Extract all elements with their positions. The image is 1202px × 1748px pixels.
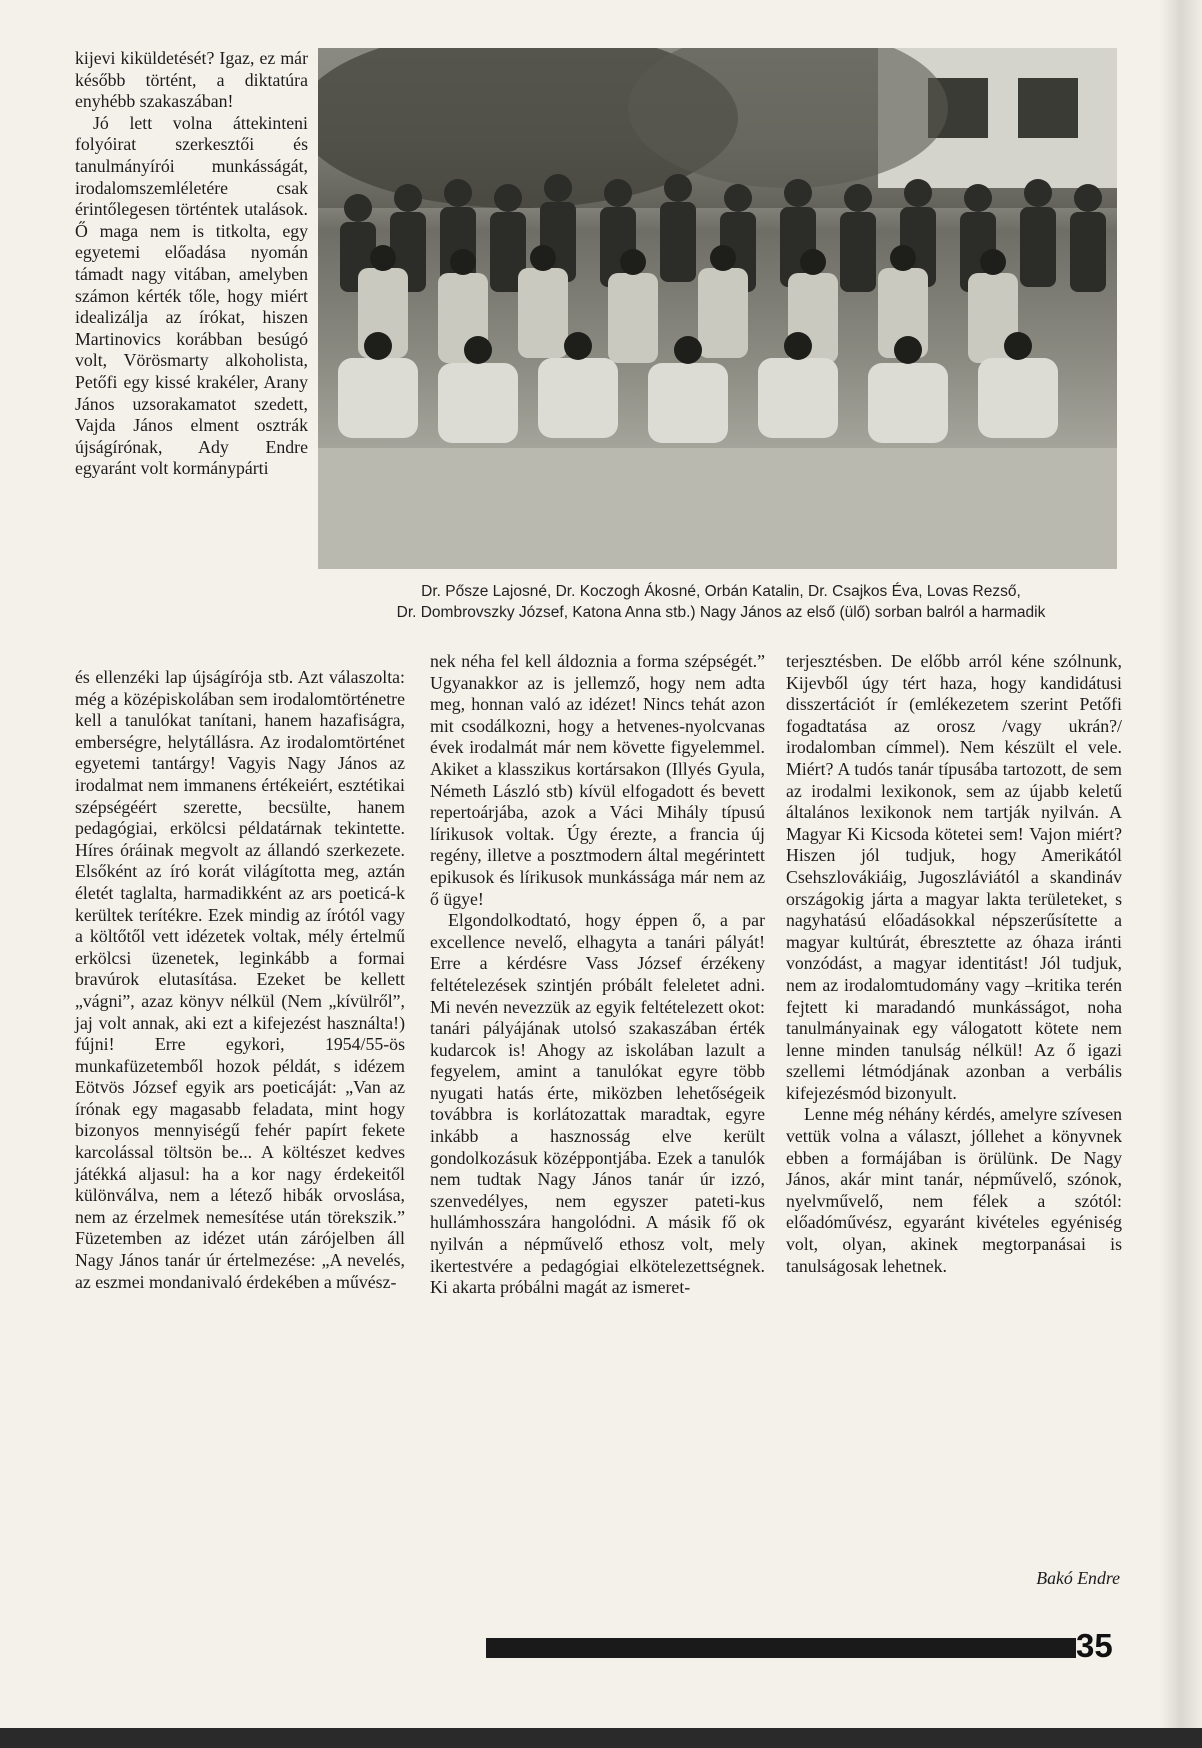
paragraph: Lenne még néhány kérdés, amelyre szívesen vettük volna a választ, jóllehet a könyvnek ebben a formájában is örülünk. De Nagy János, akár mint tanár, népművelő, szónok, nyelvművelő, nem félek a szótól: előadóművész, egyaránt kivételes egyéniség volt, olyan, akinek megtorpanásai is tanulságosak lehetnek. — [786, 1104, 1122, 1276]
caption-line: Dr. Dombrovszky József, Katona Anna stb.) Nagy János az első (ülő) sorban balról a harmadik — [396, 604, 1046, 621]
scan-bottom-edge — [0, 1728, 1202, 1748]
paragraph: és ellenzéki lap újságírója stb. Azt válaszolta: még a középiskolában sem irodalomtörténetre kell a tanulókat tanítani, hanem hazafiságra, emberségre, helytállásra. Az irodalomtörténet egyetemi tantárgy! Vagyis Nagy János az irodalmat nem immanens értékeiért, esztétikai szépségéért szerette, becsülte, hanem pedagógiai, erkölcsi példatárnak tekintette. Híres óráinak megvolt az állandó szerkezete. Elsőként az író korát világította meg, aztán életét taglalta, harmadikként az ars poeticá-k kerültek terítékre. Ezek mindig az írótól vagy a költőtől vett idézetek voltak, mély értelmű erkölcsi üzenetek, leginkább a formai bravúrok elutasítása. Ezeket be kellett „vágni”, azaz könyv nélkül (Nem „kívülről”, jaj volt annak, aki ezt a kifejezést használta!) fújni! Erre egykori, 1954/55-ös munkafüzetemből hozok példát, s idézem Eötvös József egyik ars poeticáját: „Van az írónak egy magasabb feladata, mint hogy bizonyos mennyiségű fehér papírt fekete karcolással töltsön be... A költészet kedves játékká aljasul: ha a kor nagy érdekeitől különválva, nem a létező hibák orvoslása, nem az érzelmek nemesítése után törekszik.” Füzetemben az idézet után zárójelben áll Nagy János tanár úr értelmezése: „A nevelés, az eszmei mondanivaló érdekében a művész- — [75, 667, 405, 1292]
column-1-wide — [75, 667, 405, 1293]
author-signature: Bakó Endre — [1036, 1568, 1120, 1588]
column-1-narrow — [75, 48, 308, 480]
page-number: 35 — [1076, 1627, 1113, 1664]
photo-caption — [326, 581, 1116, 623]
column-3 — [786, 651, 1122, 1277]
footer-rule — [486, 1638, 1076, 1658]
group-photo-illustration — [318, 48, 1117, 569]
group-photo — [318, 48, 1117, 569]
paragraph: Elgondolkodtató, hogy éppen ő, a par excellence nevelő, elhagyta a tanári pályát! Erre a kérdésre Vass József érzékeny feltételezések szintjén próbált feleletet adni. Mi nevén nevezzük az egyik feltételezett okot: tanári pályájának utolsó szakaszában érték kudarcok is! Ahogy az iskolában lazult a fegyelem, amint a tanulókat egyre több nyugati hatás érte, miközben lehetőségeik továbbra is korlátozattak maradtak, egyre inkább a hasznosság elve került gondolkozásuk középpontjába. Ezek a tanulók nem tudtak Nagy János tanár úr izzó, szenvedélyes, nem egyszer pateti-kus hullámhosszára hangolódni. A másik fő ok nyilván a népművelő ethosz volt, mely ikertestvére a pedagógiai elkötelezettségnek. Ki akarta próbálni magát az ismeret- — [430, 910, 765, 1298]
column-2 — [430, 651, 765, 1299]
caption-line: Dr. Pősze Lajosné, Dr. Koczogh Ákosné, Orbán Katalin, Dr. Csajkos Éva, Lovas Rezső, — [421, 583, 1021, 600]
scan-edge — [1160, 0, 1202, 1748]
paragraph: Jó lett volna áttekinteni folyóirat szerkesztői és tanulmányírói munkásságát, irodalomszemléletére csak érintőlegesen történtek utalások. Ő maga nem is titkolta, egy egyetemi előadása nyomán támadt nagy vitában, amelyben számon kérték tőle, hogy miért idealizálja az írókat, hiszen Martinovics korábban besúgó volt, Vörösmarty alkoholista, Petőfi egy kissé krakéler, Arany János uzsorakamatot szedett, Vajda János elment osztrák újságírónak, Ady Endre egyaránt volt kormánypárti — [75, 112, 308, 479]
paragraph: kijevi kiküldetését? Igaz, ez már később történt, a diktatúra enyhébb szakaszában! — [75, 48, 308, 112]
paragraph: nek néha fel kell áldoznia a forma szépségét.” Ugyanakkor az is jellemző, hogy nem adta meg, honnan való az idézet! Nincs tehát azon mit csodálkozni, hogy a hetvenes-nyolcvanas évek irodalmát már nem követte figyelemmel. Akiket a klasszikus kortársakon (Illyés Gyula, Németh László stb) kívül elfogadott és bevett repertoárjába, azok a Váci Mihály típusú lírikusok voltak. Úgy érezte, a francia új regény, illetve a posztmodern által megérintett epikusok és lírikusok munkássága már nem az ő ügye! — [430, 651, 765, 909]
paragraph: terjesztésben. De előbb arról kéne szólnunk, Kijevből úgy tért haza, hogy kandidátusi disszertációt ír (emlékezetem szerint Petőfi fogadtatása az orosz /vagy ukrán?/ irodalomban címmel). Nem készült el vele. Miért? A tudós tanár típusába tartozott, de sem az irodalmi lexikonok, sem az újabb keletű általános lexikonok nem tartják nyilván. A Magyar Ki Kicsoda kötetei sem! Vajon miért? Hiszen jól tudjuk, hogy Amerikától Csehszlovákiáig, Jugoszláviától a skandináv országokig járta a magyar lakta területeket, s nagyhatású előadásokkal népszerűsítette a magyar kultúrát, ébresztette az óhaza iránti vonzódást, a magyar identitást! Jól tudjuk, nem az irodalomtudomány vagy –kritika terén fejtett ki maradandó munkásságot, noha tanulmányainak egy válogatott kötete nem lenne minden tanulság nélkül! Az ő igazi szellemi létmódjának azonban a verbális kifejezésmód bizonyult. — [786, 651, 1122, 1103]
